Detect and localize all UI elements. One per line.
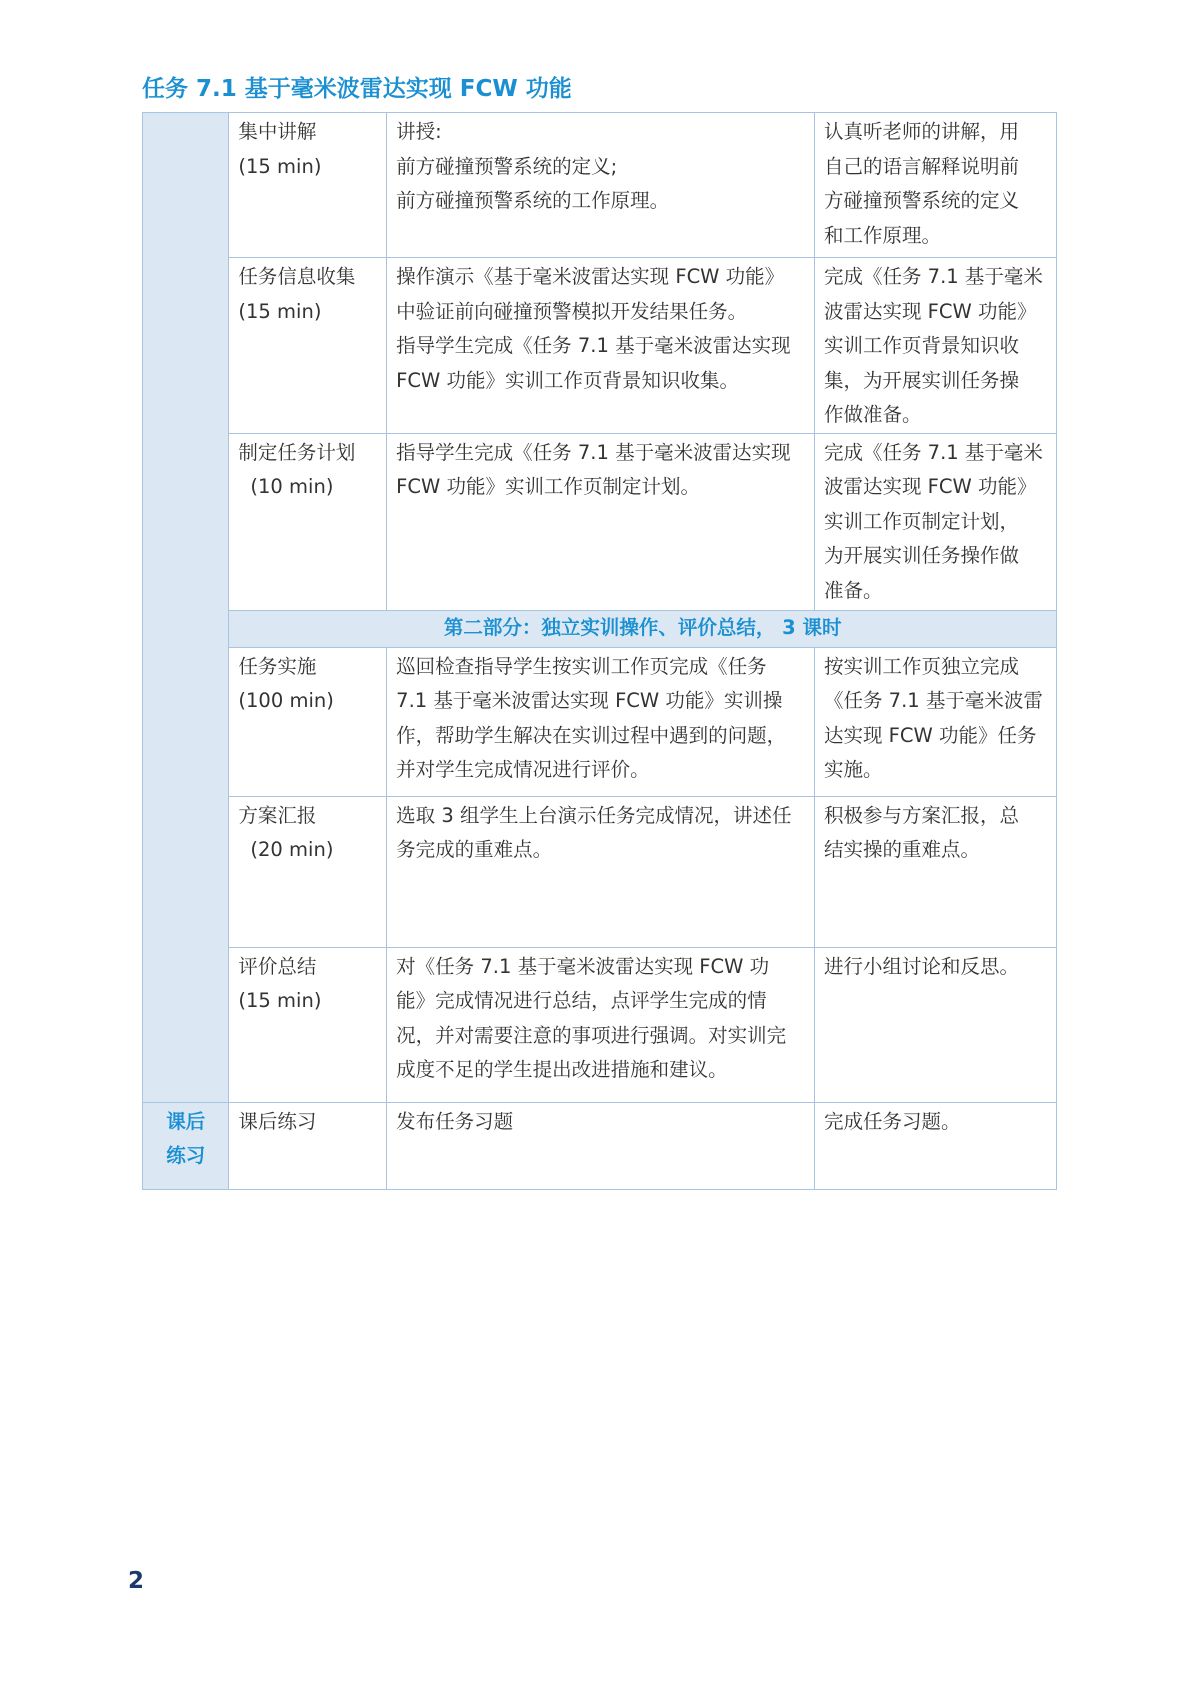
student-text: 认真听老师的讲解，用	[823, 120, 1019, 143]
student-activity-cell	[814, 796, 1056, 947]
teacher-text: 成度不足的学生提出改进措施和建议。	[396, 1058, 728, 1081]
teacher-text: 发布任务习题	[396, 1109, 514, 1133]
teacher-activity-cell	[387, 258, 815, 434]
table-row	[143, 113, 1057, 258]
teacher-activity-cell	[387, 433, 815, 610]
table-row	[143, 947, 1057, 1102]
step-name: 课后练习	[238, 1109, 317, 1133]
teacher-text: 前方碰撞预警系统的工作原理。	[396, 189, 670, 212]
student-text: 方碰撞预警系统的定义	[823, 189, 1019, 212]
step-name: 任务实施	[238, 654, 317, 678]
student-text: 结实操的重难点。	[823, 838, 980, 861]
teacher-activity-cell	[387, 647, 815, 796]
teacher-text: 能》完成情况进行总结，点评学生完成的情	[396, 989, 767, 1012]
teacher-activity-cell	[387, 947, 815, 1102]
after-class-side-cell	[143, 1102, 229, 1189]
teacher-activity-cell	[387, 1102, 815, 1189]
student-text: 按实训工作页独立完成	[823, 654, 1019, 678]
student-text: 自己的语言解释说明前	[823, 154, 1019, 178]
teacher-text: FCW 功能》实训工作页背景知识收集。	[396, 368, 739, 392]
step-cell	[229, 947, 387, 1102]
teacher-text: 前方碰撞预警系统的定义;	[396, 154, 618, 178]
student-text: 实训工作页制定计划，	[823, 509, 1019, 533]
teacher-activity-cell	[387, 796, 815, 947]
student-text: 准备。	[823, 578, 883, 602]
teacher-text: 指导学生完成《任务 7.1 基于毫米波雷达实现	[396, 440, 791, 464]
section-header-row	[143, 610, 1057, 647]
student-text: 集，为开展实训任务操	[823, 368, 1019, 392]
student-activity-cell	[814, 947, 1056, 1102]
table-row	[143, 647, 1057, 796]
teacher-text: 对《任务 7.1 基于毫米波雷达实现 FCW 功	[396, 954, 770, 978]
teacher-text: 中验证前向碰撞预警模拟开发结果任务。	[396, 299, 748, 323]
step-cell	[229, 113, 387, 258]
step-cell	[229, 647, 387, 796]
teacher-text: 作，帮助学生解决在实训过程中遇到的问题，	[396, 723, 787, 747]
step-name: 任务信息收集	[238, 265, 356, 288]
side-column-cell	[143, 113, 229, 1103]
step-duration: (15 min)	[238, 299, 322, 323]
step-cell	[229, 1102, 387, 1189]
student-text: 实施。	[823, 758, 883, 781]
teacher-text: 操作演示《基于毫米波雷达实现 FCW 功能》	[396, 265, 785, 288]
teacher-text: 选取 3 组学生上台演示任务完成情况，讲述任	[396, 803, 792, 827]
section-header: 第二部分：独立实训操作、评价总结， 3 课时	[229, 610, 1057, 647]
page-number: 2	[128, 1568, 145, 1594]
step-name: 制定任务计划	[238, 440, 356, 464]
step-cell	[229, 433, 387, 610]
student-text: 完成任务习题。	[823, 1109, 961, 1133]
side-label-text: 练习	[166, 1144, 206, 1167]
step-name: 方案汇报	[238, 803, 317, 827]
step-duration: (10 min)	[250, 475, 334, 498]
student-text: 进行小组讨论和反思。	[823, 954, 1019, 978]
section-title: 任务 7.1 基于毫米波雷达实现 FCW 功能	[142, 76, 572, 102]
side-label-text: 课后	[166, 1109, 206, 1133]
teacher-text: 并对学生完成情况进行评价。	[396, 758, 650, 781]
student-activity-cell	[814, 258, 1056, 434]
teacher-text: 指导学生完成《任务 7.1 基于毫米波雷达实现	[396, 334, 791, 357]
student-text: 实训工作页背景知识收	[823, 334, 1019, 357]
table-row	[143, 258, 1057, 434]
teacher-text: 况，并对需要注意的事项进行强调。对实训完	[396, 1023, 787, 1047]
lesson-plan-table	[142, 112, 1057, 1190]
step-duration: (100 min)	[238, 689, 334, 712]
step-duration: (20 min)	[250, 838, 334, 861]
student-activity-cell	[814, 647, 1056, 796]
student-text: 和工作原理。	[823, 223, 941, 247]
step-duration: (15 min)	[238, 154, 322, 178]
teacher-text: 巡回检查指导学生按实训工作页完成《任务	[396, 654, 767, 678]
student-text: 积极参与方案汇报，总	[823, 803, 1019, 827]
student-text: 为开展实训任务操作做	[823, 544, 1019, 567]
table-row	[143, 1102, 1057, 1189]
teacher-activity-cell	[387, 113, 815, 258]
student-activity-cell	[814, 433, 1056, 610]
teacher-text: 讲授:	[396, 120, 442, 143]
step-duration: (15 min)	[238, 989, 322, 1012]
student-text: 达实现 FCW 功能》任务	[823, 723, 1037, 747]
student-text: 《任务 7.1 基于毫米波雷	[823, 689, 1043, 712]
student-activity-cell	[814, 1102, 1056, 1189]
teacher-text: FCW 功能》实训工作页制定计划。	[396, 475, 700, 498]
student-text: 波雷达实现 FCW 功能》	[823, 299, 1037, 323]
student-text: 波雷达实现 FCW 功能》	[823, 475, 1037, 498]
table-row	[143, 796, 1057, 947]
step-cell	[229, 796, 387, 947]
student-text: 作做准备。	[823, 403, 922, 426]
teacher-text: 务完成的重难点。	[396, 838, 553, 861]
student-activity-cell	[814, 113, 1056, 258]
step-name: 集中讲解	[238, 120, 317, 143]
step-name: 评价总结	[238, 954, 317, 978]
table-row	[143, 433, 1057, 610]
student-text: 完成《任务 7.1 基于毫米	[823, 440, 1043, 464]
student-text: 完成《任务 7.1 基于毫米	[823, 265, 1043, 288]
step-cell	[229, 258, 387, 434]
teacher-text: 7.1 基于毫米波雷达实现 FCW 功能》实训操	[396, 689, 783, 712]
